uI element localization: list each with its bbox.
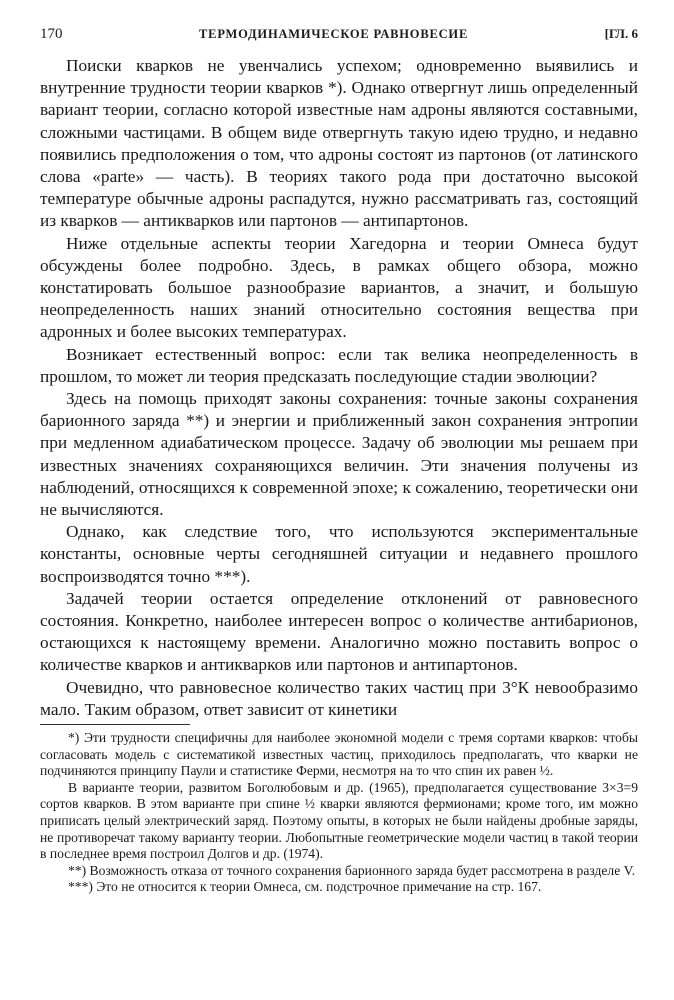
paragraph: Возникает естественный вопрос: если так велика неопределенность в прошлом, то может ли теория предсказать последующие стадии эволюции? — [40, 344, 638, 386]
running-title: ТЕРМОДИНАМИЧЕСКОЕ РАВНОВЕСИЕ — [199, 27, 469, 41]
paragraph: Ниже отдельные аспекты теории Хагедорна и теории Омнеса будут обсуждены более подробно. Здесь, в рамках общего обзора, можно констатировать большое разнообразие вариантов, а значит, и большую неопределенность наших знаний относительно состояния вещества при адронных и более высоких температурах. — [40, 233, 638, 342]
footnote: *) Эти трудности специфичны для наиболее экономной модели с тремя сортами кварков: чтобы согласовать модель с систематикой известных частиц, приходилось предполагать, что кварки не подчиняются принципу Паули и статистике Ферми, несмотря на то что спин их равен ½. — [40, 730, 638, 779]
main-text — [40, 55, 638, 721]
paragraph: Очевидно, что равновесное количество таких частиц при 3°К невообразимо мало. Таким образом, ответ зависит от кинетики — [40, 677, 638, 719]
paragraph: Однако, как следствие того, что используются экспериментальные константы, основные черты сегодняшней ситуации и недавнего прошлого воспроизводятся точно ***). — [40, 522, 638, 586]
paragraph: Здесь на помощь приходят законы сохранения: точные законы сохранения барионного заряда **) и энергии и приближенный закон сохранения энтропии при медленном адиабатическом процессе. Задачу об эволюции мы решаем при известных значениях сохраняющихся величин. Эти значения получены из наблюдений, относящихся к современной эпохе; к сожалению, теоретически они не вычисляются. — [40, 389, 638, 520]
footnotes — [40, 730, 638, 896]
paragraph: Задачей теории остается определение отклонений от равновесного состояния. Конкретно, наиболее интересен вопрос о количестве антибарионов, остающихся к настоящему времени. Аналогично можно поставить вопрос о количестве кварков и антикварков или партонов и антипартонов. — [40, 588, 638, 675]
footnote: **) Возможность отказа от точного сохранения барионного заряда будет рассмотрена в разделе V. — [68, 862, 636, 878]
paragraph: Поиски кварков не увенчались успехом; одновременно выявились и внутренние трудности теории кварков *). Однако отвергнут лишь определенный вариант теории, согласно которой известные нам адроны являются составными, сложными частицами. В общем виде отвергнуть такую идею трудно, и недавно появились предположения о том, что адроны состоят из партонов (от латинского слова «parte» — часть). В теориях такого рода при достаточно высокой температуре обычные адроны распадутся, нужно рассматривать газ, состоящий из кварков — антикварков или партонов — антипартонов. — [40, 56, 638, 231]
footnote: В варианте теории, развитом Боголюбовым и др. (1965), предполагается существование 3×3=9 сортов кварков. В этом варианте при спине ½ кварки являются фермионами; кроме того, им можно приписать целый электрический заряд. Поэтому опыты, в которых не были найдены дробные заряды, не противоречат такому варианту теории. Любопытные геометрические модели частиц в такой теории в последнее время построил Долгов и др. (1974). — [40, 779, 638, 862]
chapter-label: [ГЛ. 6 — [604, 26, 638, 41]
running-header — [40, 26, 638, 43]
footnote: ***) Это не относится к теории Омнеса, см. подстрочное примечание на стр. 167. — [68, 879, 542, 895]
page-number: 170 — [40, 26, 63, 42]
footnote-divider — [40, 724, 190, 725]
